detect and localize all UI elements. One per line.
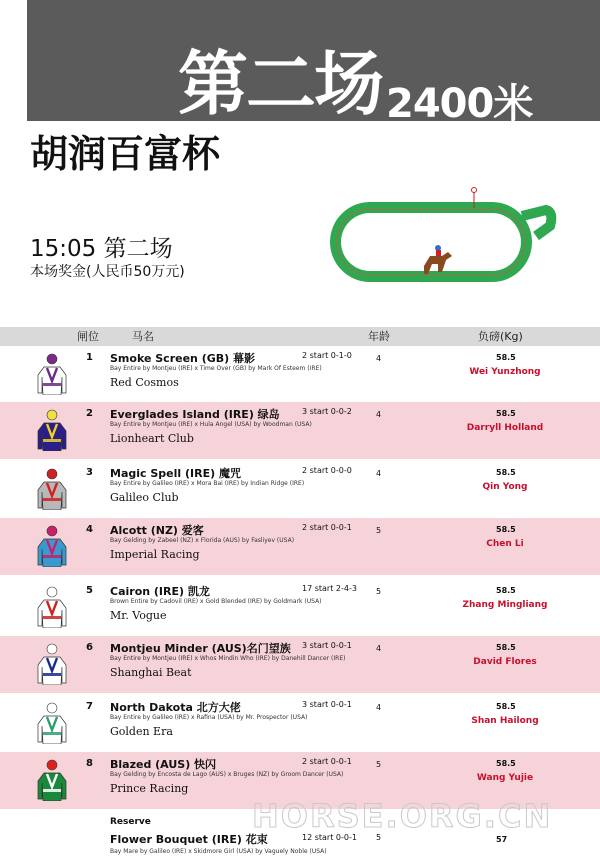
draw-number: 6: [86, 642, 93, 653]
pedigree: Bay Mare by Galileo (IRE) x Skidmore Girl (USA) by Vaguely Noble (USA): [110, 848, 327, 855]
col-horse: 马名: [132, 330, 154, 343]
horse-name: Alcott (NZ) 爱客: [110, 524, 204, 537]
age: 5: [376, 526, 382, 535]
age: 4: [376, 644, 382, 653]
owner: Golden Era: [110, 725, 173, 738]
table-row: [0, 518, 600, 575]
age: 4: [376, 703, 382, 712]
age: 4: [376, 410, 382, 419]
table-row: [0, 579, 600, 636]
horse-name: Cairon (IRE) 凯龙: [110, 585, 210, 598]
owner: Shanghai Beat: [110, 666, 192, 679]
weight: 58.5: [496, 468, 516, 477]
jockey-silks-icon: [36, 409, 68, 451]
pedigree: Bay Entire by Galileo (IRE) x Rafina (USA) by Mr. Prospector (USA): [110, 714, 308, 721]
weight: 57: [496, 835, 508, 844]
age: 4: [376, 354, 382, 363]
pedigree: Bay Entire by Montjeu (IRE) x Time Over (GB) by Mark Of Esteem (IRE): [110, 365, 322, 372]
weight: 58.5: [496, 525, 516, 534]
owner: Lionheart Club: [110, 432, 194, 445]
jockey: Wei Yunzhong: [469, 367, 541, 377]
starts-record: 2 start 0-0-1: [302, 523, 352, 532]
table-row: [0, 636, 600, 693]
jockey: Chen Li: [486, 539, 524, 549]
table-row: [0, 695, 600, 752]
weight: 58.5: [496, 643, 516, 652]
draw-number: 4: [86, 524, 93, 535]
jockey: Wang Yujie: [476, 773, 534, 783]
jockey-silks-icon: [36, 353, 68, 395]
jockey: David Flores: [473, 657, 537, 667]
starts-record: 3 start 0-0-2: [302, 407, 352, 416]
jockey-silks-icon: [36, 702, 68, 744]
owner: Mr. Vogue: [110, 609, 167, 622]
col-age: 年龄: [368, 330, 390, 343]
age: 5: [376, 833, 382, 842]
pedigree: Bay Entire by Montjeu (IRE) x Whos Mindin Who (IRE) by Danehill Dancer (IRE): [110, 655, 346, 662]
pedigree: Bay Entire by Montjeu (IRE) x Hula Angel (USA) by Woodman (USA): [110, 421, 312, 428]
horse-name: Flower Bouquet (IRE) 花束: [110, 833, 268, 846]
track-map-icon: [326, 186, 558, 286]
starts-record: 3 start 0-0-1: [302, 641, 352, 650]
owner: Galileo Club: [110, 491, 179, 504]
age: 4: [376, 469, 382, 478]
draw-number: 2: [86, 408, 93, 419]
watermark: HORSE.ORG.CN: [252, 797, 553, 835]
draw-number: 8: [86, 758, 93, 769]
horse-name: Blazed (AUS) 快闪: [110, 758, 217, 771]
jockey-silks-icon: [36, 468, 68, 510]
starts-record: 2 start 0-1-0: [302, 351, 352, 360]
weight: 58.5: [496, 353, 516, 362]
race-distance: 2400米: [386, 81, 533, 127]
col-weight: 负磅(Kg): [478, 330, 523, 343]
jockey-silks-icon: [36, 525, 68, 567]
pedigree: Brown Entire by Cadovil (IRE) x Gold Blended (IRE) by Goldmark (USA): [110, 598, 322, 605]
draw-number: 1: [86, 352, 93, 363]
race-number-title: 第二场: [178, 43, 382, 125]
horse-name: Montjeu Minder (AUS)名门望族: [110, 642, 291, 655]
weight: 58.5: [496, 702, 516, 711]
starts-record: 2 start 0-0-0: [302, 466, 352, 475]
col-draw: 闸位: [77, 330, 99, 343]
table-row: [0, 461, 600, 518]
starts-record: 12 start 0-0-1: [302, 833, 357, 842]
table-row: [0, 402, 600, 459]
pedigree: Bay Gelding by Zabeel (NZ) x Florida (AUS) by Fasliyev (USA): [110, 537, 295, 544]
starts-record: 17 start 2-4-3: [302, 584, 357, 593]
draw-number: 3: [86, 467, 93, 478]
age: 5: [376, 760, 382, 769]
cup-name: 胡润百富杯: [30, 132, 221, 176]
horse-name: Smoke Screen (GB) 幕影: [110, 352, 255, 365]
owner: Prince Racing: [110, 782, 189, 795]
weight: 58.5: [496, 586, 516, 595]
jockey-silks-icon: [36, 643, 68, 685]
jockey: Zhang Mingliang: [462, 600, 548, 610]
weight: 58.5: [496, 409, 516, 418]
jockey: Darryll Holland: [466, 423, 544, 433]
draw-number: 5: [86, 585, 93, 596]
jockey: Qin Yong: [482, 482, 528, 492]
starts-record: 3 start 0-0-1: [302, 700, 352, 709]
starts-record: 2 start 0-0-1: [302, 757, 352, 766]
jockey-silks-icon: [36, 586, 68, 628]
weight: 58.5: [496, 759, 516, 768]
race-prize: 本场奖金(人民币50万元): [30, 264, 185, 280]
reserve-label: Reserve: [110, 817, 151, 827]
horse-name: Everglades Island (IRE) 绿岛: [110, 408, 280, 421]
horse-name: North Dakota 北方大佬: [110, 701, 241, 714]
owner: Imperial Racing: [110, 548, 200, 561]
jockey-silks-icon: [36, 759, 68, 801]
owner: Red Cosmos: [110, 376, 179, 389]
pedigree: Bay Gelding by Encosta de Lago (AUS) x Bruges (NZ) by Groom Dancer (USA): [110, 771, 344, 778]
pedigree: Bay Entire by Galileo (IRE) x Mora Bai (IRE) by Indian Ridge (IRE): [110, 480, 305, 487]
jockey: Shan Hailong: [471, 716, 539, 726]
race-time: 15:05 第二场: [30, 236, 173, 262]
table-header: [0, 327, 600, 346]
draw-number: 7: [86, 701, 93, 712]
horse-name: Magic Spell (IRE) 魔咒: [110, 467, 241, 480]
table-row: [0, 346, 600, 403]
age: 5: [376, 587, 382, 596]
